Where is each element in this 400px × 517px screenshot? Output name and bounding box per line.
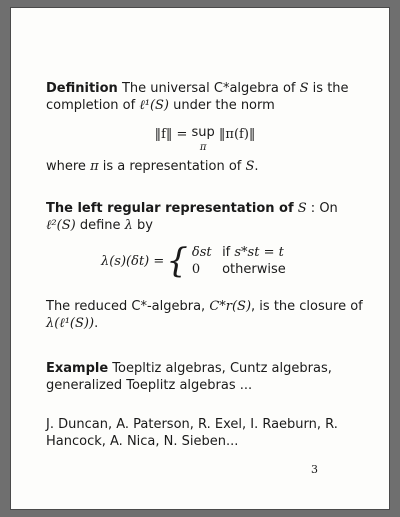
math-lambda-expr: λ(ℓ¹(S)) bbox=[46, 316, 95, 331]
case1-eq: s*st = t bbox=[234, 245, 284, 260]
authors-paragraph: J. Duncan, A. Paterson, R. Exel, I. Raeburn, R. Hancock, A. Nica, N. Sieben... bbox=[46, 417, 338, 449]
math-S-3: S bbox=[297, 201, 307, 216]
by-text: by bbox=[132, 218, 153, 233]
math-l1S: ℓ¹(S) bbox=[139, 98, 170, 113]
definition-heading: Definition bbox=[46, 81, 118, 96]
math-lambda: λ bbox=[124, 218, 133, 233]
left-regular-paragraph bbox=[46, 200, 364, 234]
math-Cr: C*r(S) bbox=[209, 299, 252, 314]
norm-formula bbox=[46, 126, 364, 155]
define-text: define bbox=[75, 218, 125, 233]
example-text: Toepltiz algebras, Cuntz algebras, generalized Toeplitz algebras ... bbox=[46, 361, 332, 393]
period-2: . bbox=[94, 316, 99, 331]
where-line bbox=[46, 158, 364, 175]
case2-cond: otherwise bbox=[222, 262, 286, 277]
definition-text: The universal C*algebra of bbox=[117, 81, 300, 96]
formula-rhs: ‖π(f)‖ bbox=[214, 127, 256, 142]
reduced-text: The reduced C*-algebra, bbox=[46, 299, 210, 314]
lambda-formula bbox=[101, 241, 351, 281]
left-regular-heading: The left regular representation of bbox=[46, 201, 294, 216]
formula-sup: sup bbox=[191, 125, 215, 140]
where-text: where bbox=[46, 159, 91, 174]
definition-text-2: is the completion of bbox=[46, 81, 349, 113]
example-heading: Example bbox=[46, 361, 109, 376]
period: . bbox=[254, 159, 259, 174]
colon-on: : On bbox=[306, 201, 338, 216]
brace-icon: { bbox=[166, 241, 188, 281]
slide-page bbox=[11, 8, 389, 509]
definition-paragraph bbox=[46, 80, 364, 114]
formula-lhs: ‖f‖ = bbox=[154, 127, 192, 142]
math-pi: π bbox=[90, 159, 99, 174]
math-S: S bbox=[299, 81, 309, 96]
math-l2S: ℓ²(S) bbox=[46, 218, 76, 233]
where-text-2: is a representation of bbox=[98, 159, 246, 174]
definition-text-3: under the norm bbox=[169, 98, 275, 113]
example-paragraph bbox=[46, 360, 364, 394]
reduced-paragraph bbox=[46, 298, 364, 332]
case1-value: δst bbox=[191, 245, 212, 260]
math-S-2: S bbox=[245, 159, 255, 174]
case1-cond: if bbox=[222, 245, 235, 260]
lambda-lhs: λ(s)(δt) = bbox=[101, 253, 165, 269]
formula-sub: π bbox=[199, 142, 207, 153]
case2-value: 0 bbox=[191, 262, 201, 277]
page-number: 3 bbox=[311, 463, 318, 476]
reduced-text-2: , is the closure of bbox=[251, 299, 363, 314]
